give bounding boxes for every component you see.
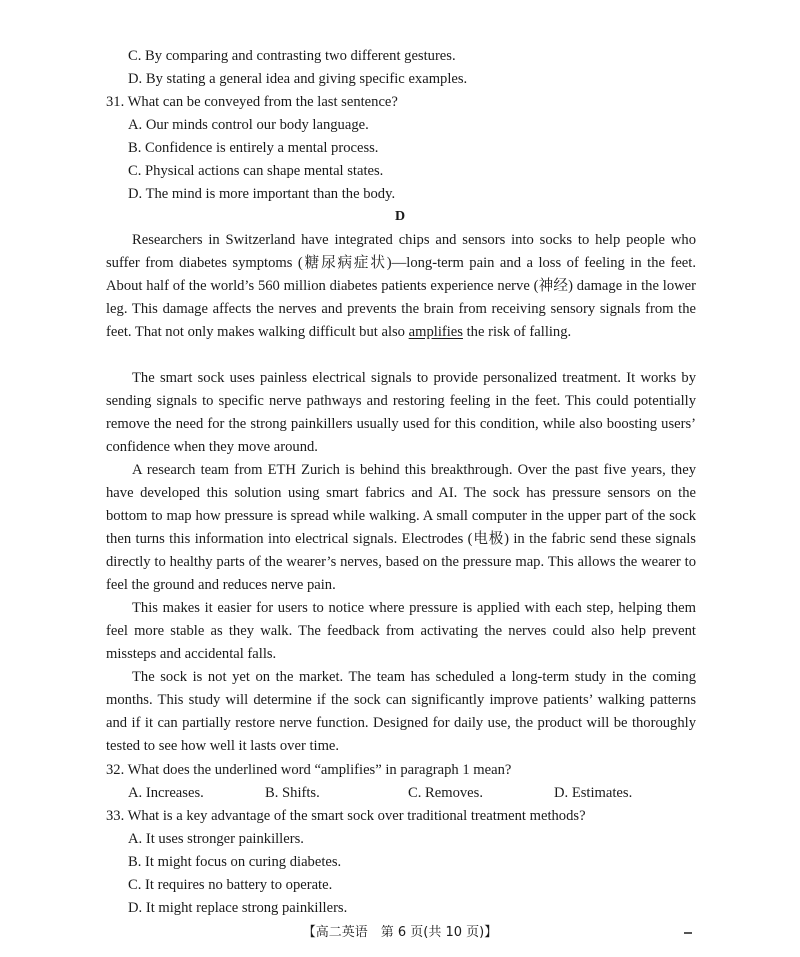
q33-option-c: C. It requires no battery to operate. xyxy=(128,877,333,893)
passage-paragraph-5: The sock is not yet on the market. The team has scheduled a long-term study in the coming months. This study will determine if the sock can significantly improve patients’ walking patterns and if it can partially restore nerve function. Designed for daily use, the product will be thoroughly tested to see how well it lasts over time. xyxy=(106,669,696,755)
passage-paragraph-2: The smart sock uses painless electrical signals to provide personalized treatment. It works by sending signals to specific nerve pathways and restoring feeling in the feet. This could potentially remove the need for the strong painkillers usually used for this condition, while also boosting users’ confidence when they move around. xyxy=(106,370,696,456)
passage-paragraph-1 xyxy=(106,229,696,344)
q33-option-d: D. It might replace strong painkillers. xyxy=(128,900,348,916)
page-mark xyxy=(684,932,692,934)
paragraph-1-text-end: the risk of falling. xyxy=(462,324,572,341)
q31-option-b: B. Confidence is entirely a mental process. xyxy=(128,140,379,156)
q31-option-a: A. Our minds control our body language. xyxy=(128,117,369,133)
q32-stem: 32. What does the underlined word “amplifies” in paragraph 1 mean? xyxy=(106,762,512,778)
q32-option-d: D. Estimates. xyxy=(554,785,633,801)
passage-paragraph-4: This makes it easier for users to notice where pressure is applied with each step, helping them feel more stable as they walk. The feedback from activating the nerves could also help prevent missteps and accidental falls. xyxy=(106,600,696,663)
passage-paragraph-3: A research team from ETH Zurich is behind this breakthrough. Over the past five years, they have developed this solution using smart fabrics and AI. The sock has pressure sensors on the bottom to map how pressure is spread while walking. A small computer in the upper part of the sock then turns this information into electrical signals. Electrodes (电极) in the fabric send these signals directly to healthy parts of the wearer’s nerves, based on the pressure map. This allows the wearer to feel the ground and reduces nerve pain. xyxy=(106,462,696,594)
q31-option-c: C. Physical actions can shape mental states. xyxy=(128,163,384,179)
q30-option-d: D. By stating a general idea and giving specific examples. xyxy=(128,71,468,87)
q32-option-b: B. Shifts. xyxy=(265,785,320,801)
underlined-word: amplifies xyxy=(408,324,463,341)
q33-option-a: A. It uses stronger painkillers. xyxy=(128,831,304,847)
section-heading: D xyxy=(394,209,406,224)
q32-options xyxy=(128,783,688,803)
q31-stem: 31. What can be conveyed from the last sentence? xyxy=(106,94,398,110)
q31-option-d: D. The mind is more important than the body. xyxy=(128,186,396,202)
q32-option-c: C. Removes. xyxy=(408,785,483,801)
q30-option-c: C. By comparing and contrasting two different gestures. xyxy=(128,48,456,64)
q33-option-b: B. It might focus on curing diabetes. xyxy=(128,854,342,870)
paragraph-1-text: Researchers in Switzerland have integrated chips and sensors into socks to help people who suffer from diabetes symptoms (糖尿病症状)—long-term pain and a loss of feeling in the feet. About half of the world’s 560 million diabetes patients experience nerve (神经) damage in the lower leg. This damage affects the nerves and prevents the brain from receiving sensory signals from the feet. That not only makes walking difficult but also xyxy=(106,232,696,341)
q32-option-a: A. Increases. xyxy=(128,785,204,801)
q33-stem: 33. What is a key advantage of the smart sock over traditional treatment methods? xyxy=(106,808,586,824)
page-footer: 【高二英语 第 6 页(共 10 页)】 xyxy=(302,925,498,940)
